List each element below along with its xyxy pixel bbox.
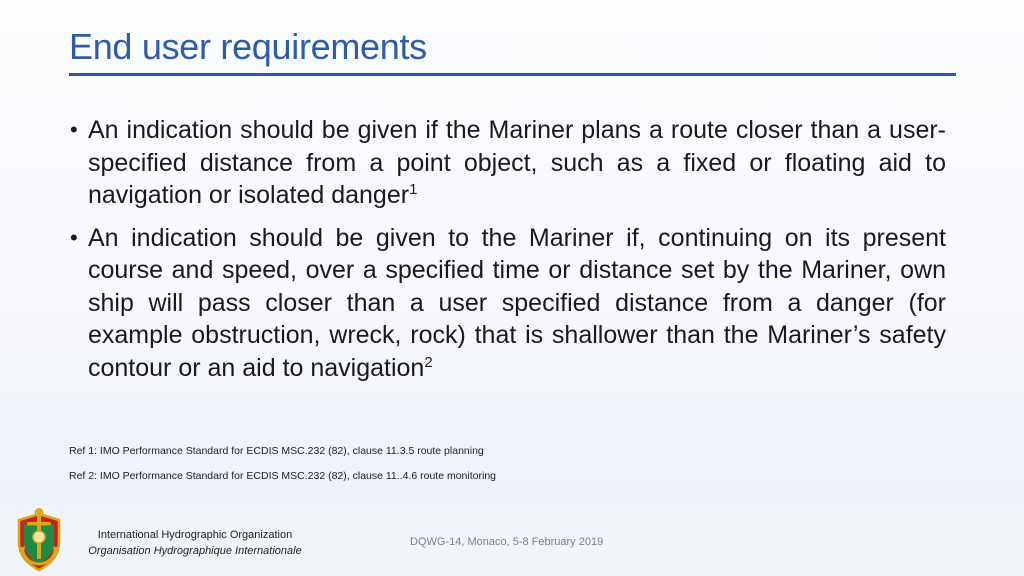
footnote-marker: 2 [424, 353, 433, 371]
organization-name [78, 528, 312, 559]
org-name-en: International Hydrographic Organization [97, 529, 293, 541]
bullet-marker: • [70, 224, 78, 250]
bullet-text: An indication should be given to the Mariner if, continuing on its present course and speed, over a specified time or distance set by the Mariner, own ship will pass closer than a user specified distance from a danger (for example obstruction, wreck, rock) that is shallower than the Mariner’s safety contour or an aid to navigation [88, 223, 946, 382]
org-name-fr: Organisation Hydrographique Internationale [88, 544, 302, 557]
bullet-item [70, 222, 946, 385]
bullet-item [70, 114, 946, 212]
references [69, 444, 496, 494]
footnote-marker: 1 [409, 181, 418, 198]
bullet-list [70, 114, 946, 394]
event-label: DQWG-14, Monaco, 5-8 February 2019 [410, 536, 604, 548]
title-underline [69, 73, 956, 76]
iho-emblem-icon [10, 508, 68, 574]
reference-2: Ref 2: IMO Performance Standard for ECDIS MSC.232 (82), clause 11..4.6 route monitoring [69, 470, 496, 482]
bullet-marker: • [70, 117, 78, 142]
slide-title: End user requirements [69, 26, 427, 67]
bullet-text: An indication should be given if the Mariner plans a route closer than a user-specified distance from a point object, such as a fixed or floating aid to navigation or isolated danger [88, 116, 946, 209]
reference-1: Ref 1: IMO Performance Standard for ECDIS MSC.232 (82), clause 11.3.5 route planning [69, 445, 484, 457]
